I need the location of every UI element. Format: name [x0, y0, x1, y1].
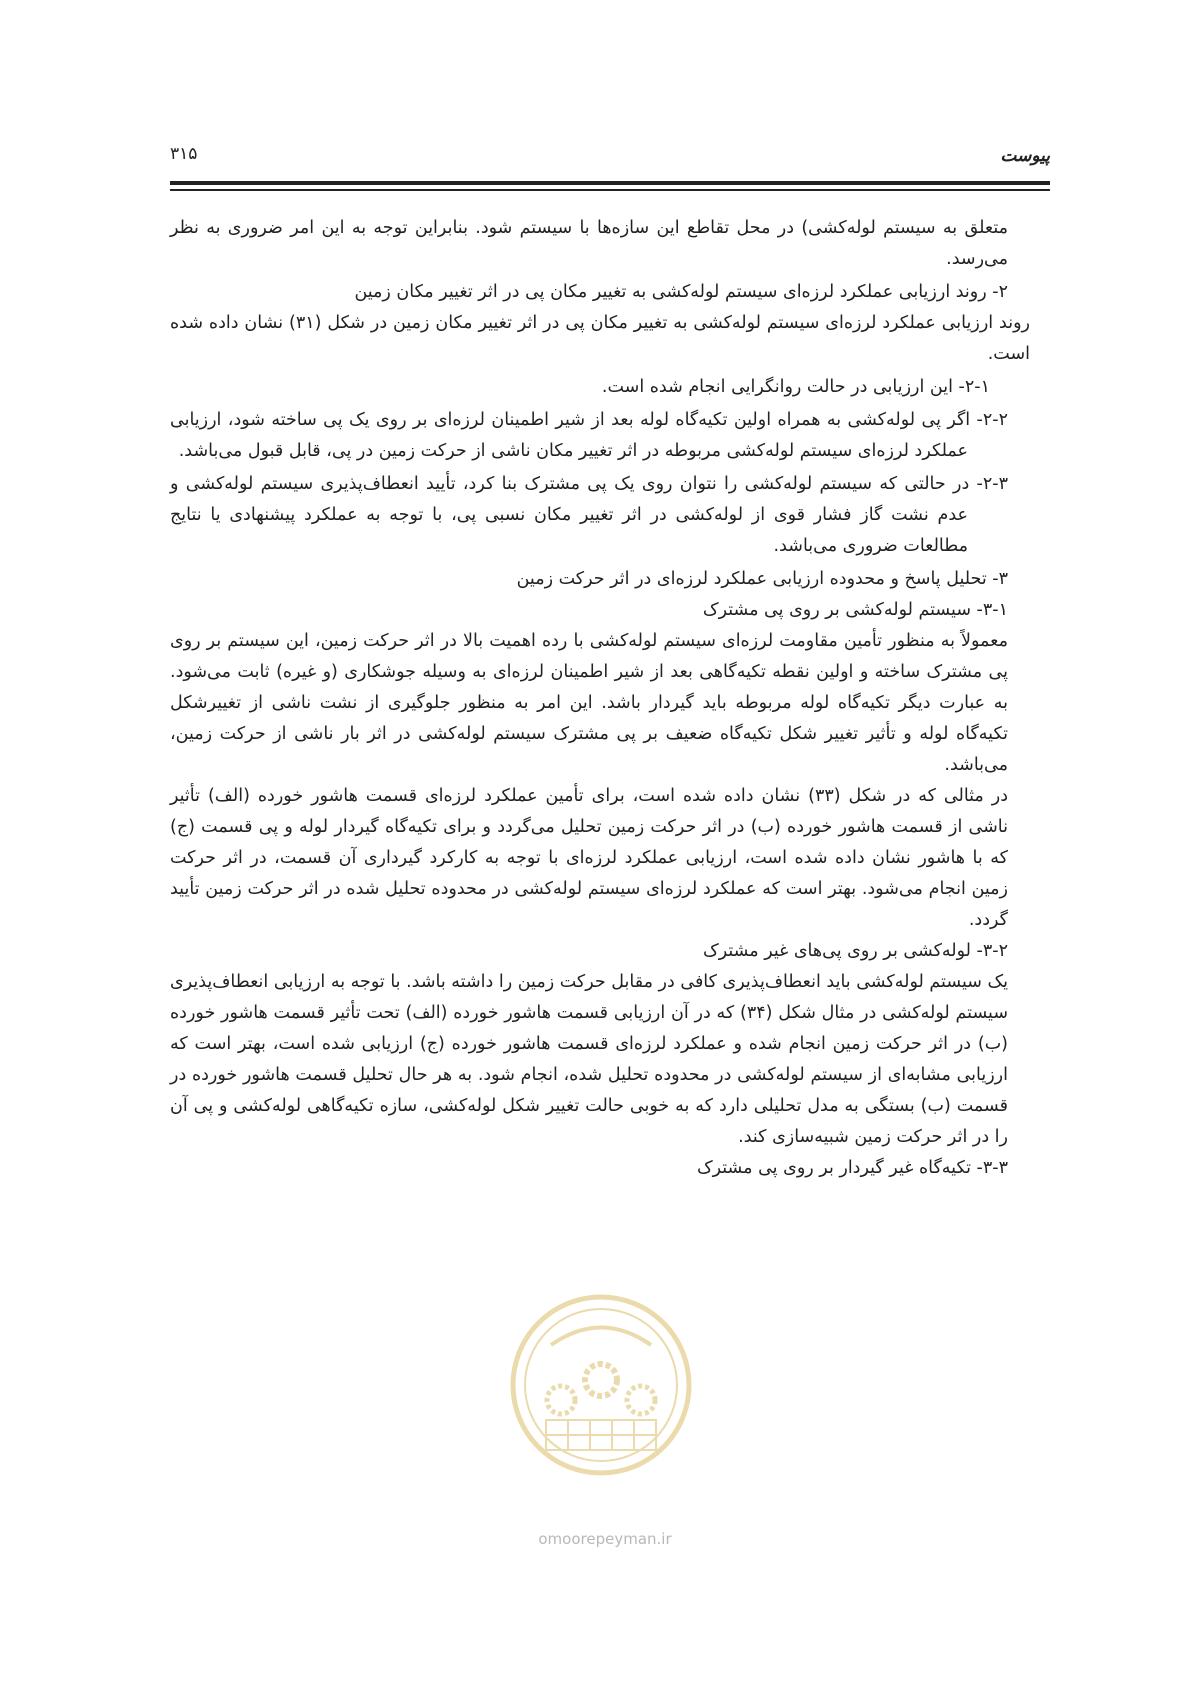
- paragraph-continuation: متعلق به سیستم لوله‌کشی) در محل تقاطع این سازه‌ها با سیستم شود. بنابراین توجه به این امر ضروری به نظر می‌رسد.: [170, 218, 1008, 269]
- header-rule-thick: [170, 181, 1050, 185]
- heading-section-3-2: ۳-۲- لوله‌کشی بر روی پی‌های غیر مشترک: [703, 941, 1008, 961]
- paragraph-3-2: یک سیستم لوله‌کشی باید انعطاف‌پذیری کافی در مقابل حرکت زمین را داشته باشد. با توجه به ارزیابی انعطاف‌پذیری سیستم لوله‌کشی در مثال شکل (۳۴) که در آن ارزیابی قسمت هاشور خورده (الف) تحت تأثیر قسمت هاشور خورده (ب) در اثر حرکت زمین انجام شده و عملکرد لرزه‌ای قسمت هاشور خورده (ج) ارزیابی شده است، بهتر است که ارزیابی مشابه‌ای از سیستم لوله‌کشی در محدوده تحلیل شده، انجام شود. به هر حال تحلیل قسمت هاشور خورده در قسمت (ب) بستگی به مدل تحلیلی دارد که به خوبی حالت تغییر شکل لوله‌کشی، سازه تکیه‌گاهی لوله‌کشی و پی آن را در اثر حرکت زمین شبیه‌سازی کند.: [170, 972, 1008, 1147]
- item-2-3: ۲-۳- در حالتی که سیستم لوله‌کشی را نتوان روی یک پی مشترک بنا کرد، تأیید انعطاف‌پذیری سیستم لوله‌کشی و عدم نشت گاز فشار قوی از لوله‌کشی در اثر تغییر مکان نسبی پی، با توجه به عملکرد پیشنهادی یا نتایج مطالعات ضروری می‌باشد.: [170, 474, 1008, 556]
- heading-section-2: ۲- روند ارزیابی عملکرد لرزه‌ای سیستم لوله‌کشی به تغییر مکان پی در اثر تغییر مکان زمین: [354, 282, 1008, 302]
- page-number: ۳۱۵: [170, 144, 198, 164]
- page-header: [170, 140, 1050, 174]
- paragraph-section-2-intro: روند ارزیابی عملکرد لرزه‌ای سیستم لوله‌کشی به تغییر مکان پی در اثر تغییر مکان زمین در شکل (۳۱) نشان داده شده است.: [170, 313, 1030, 364]
- paragraph-3-1-a: معمولاً به منظور تأمین مقاومت لرزه‌ای سیستم لوله‌کشی با رده اهمیت بالا در اثر حرکت زمین، این سیستم بر روی پی مشترک ساخته و اولین نقطه تکیه‌گاهی بعد از شیر اطمینان لرزه‌ای به وسیله جوشکاری (و غیره) ثابت می‌شود. به عبارت دیگر تکیه‌گاه لوله مربوطه باید گیردار باشد. این امر به منظور جلوگیری از نشت ناشی از تغییرشکل تکیه‌گاه لوله و تأثیر تغییر شکل تکیه‌گاه ضعیف بر پی مشترک سیستم لوله‌کشی در اثر بار ناشی از حرکت زمین، می‌باشد.: [170, 631, 1008, 775]
- item-2-2: ۲-۲- اگر پی لوله‌کشی به همراه اولین تکیه‌گاه لوله بعد از شیر اطمینان لرزه‌ای بر روی یک پی ساخته شود، ارزیابی عملکرد لرزه‌ای سیستم لوله‌کشی مربوطه در اثر تغییر مکان ناشی از حرکت زمین در پی، قابل قبول می‌باشد.: [170, 410, 1008, 461]
- paragraph-3-1-b: در مثالی که در شکل (۳۳) نشان داده شده است، برای تأمین عملکرد لرزه‌ای قسمت هاشور خورده (الف) تأثیر ناشی از قسمت هاشور خورده (ب) در اثر حرکت زمین تحلیل می‌گردد و برای تکیه‌گاه گیردار لوله و پی قسمت (ج) که با هاشور نشان داده شده است، ارزیابی عملکرد لرزه‌ای با توجه به کارکرد گیرداری آن قسمت، در اثر حرکت زمین انجام می‌شود. بهتر است که عملکرد لرزه‌ای سیستم لوله‌کشی در محدوده تحلیل شده در اثر حرکت زمین تأیید گردد.: [170, 786, 1009, 930]
- watermark-site: omoorepeyman.ir: [538, 1530, 672, 1548]
- item-2-1: ۲-۱- این ارزیابی در حالت روانگرایی انجام شده است.: [601, 377, 990, 397]
- watermark-seal-icon: [506, 1290, 696, 1480]
- page-body: [170, 213, 1030, 1184]
- heading-section-3-1: ۳-۱- سیستم لوله‌کشی بر روی پی مشترک: [702, 600, 1008, 620]
- heading-section-3: ۳- تحلیل پاسخ و محدوده ارزیابی عملکرد لرزه‌ای در اثر حرکت زمین: [516, 569, 1008, 589]
- heading-section-3-3: ۳-۳- تکیه‌گاه غیر گیردار بر روی پی مشترک: [696, 1158, 1008, 1178]
- running-title: پیوست: [1000, 146, 1050, 166]
- header-rule-thin: [170, 189, 1050, 191]
